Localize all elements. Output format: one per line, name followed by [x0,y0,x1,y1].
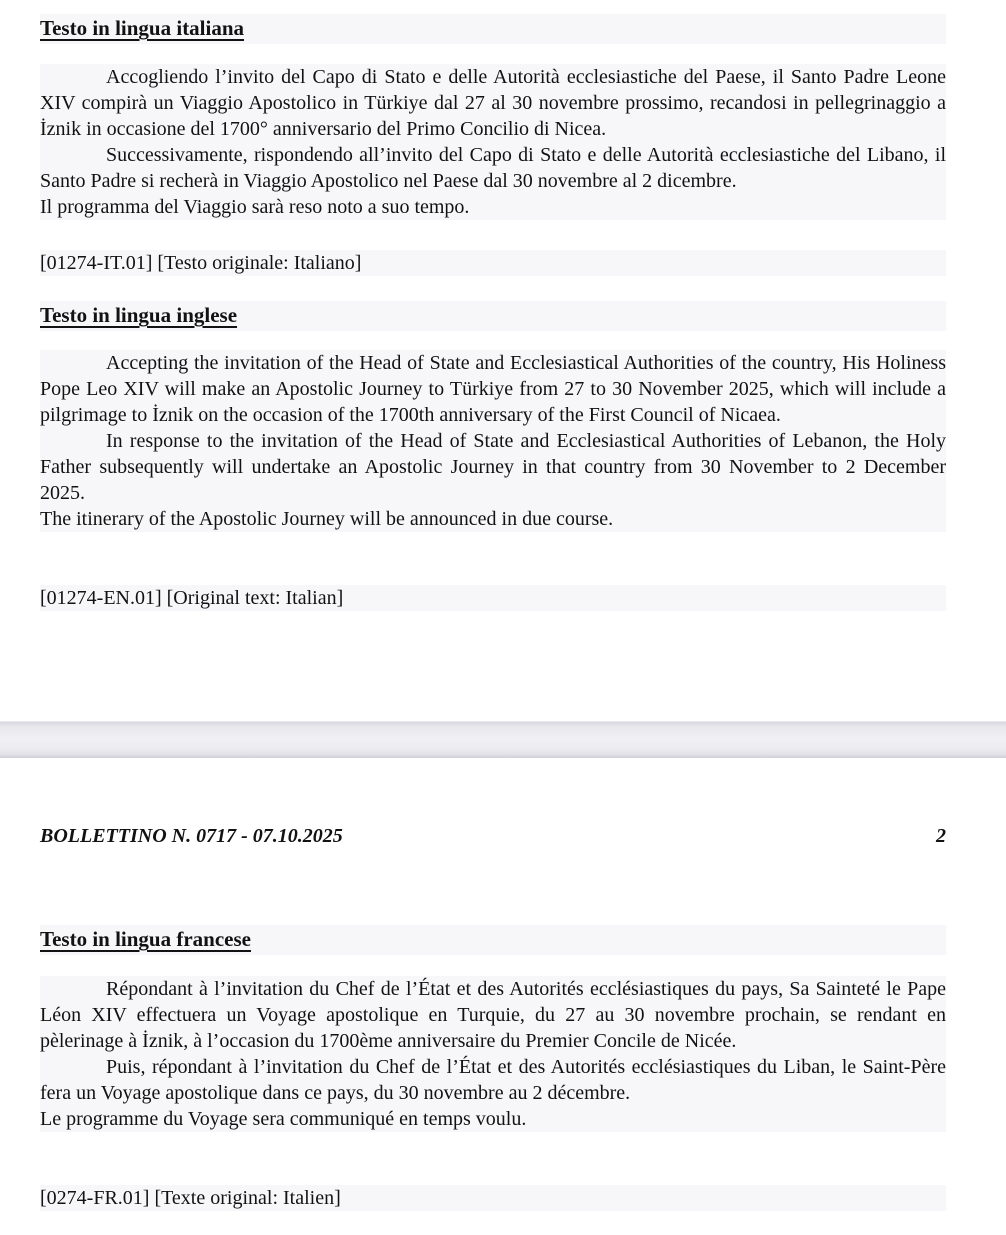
section-heading-italian-text: Testo in lingua italiana [40,16,245,40]
section-heading-italian [40,14,946,44]
running-header [40,824,946,848]
english-paragraph-3: The itinerary of the Apostolic Journey will be announced in due course. [40,508,614,530]
section-heading-english-text: Testo in lingua inglese [40,303,238,327]
english-paragraph-1: Accepting the invitation of the Head of State and Ecclesiastical Authorities of the country, His Holiness Pope Leo XIV will make an Apostolic Journey to Türkiye from 27 to 30 November 2025, which will include a pilgrimage to İznik on the occasion of the 1700th anniversary of the First Council of Nicaea. [40,352,946,426]
english-paragraphs [40,350,946,532]
french-paragraph-3: Le programme du Voyage sera communiqué en temps voulu. [40,1108,527,1130]
bulletin-title: BOLLETTINO N. 0717 - 07.10.2025 [40,825,343,847]
section-heading-english [40,301,946,331]
reference-line-italian: [01274-IT.01] [Testo originale: Italiano] [40,250,946,276]
page-number: 2 [936,825,946,847]
italian-paragraphs [40,64,946,220]
reference-line-english: [01274-EN.01] [Original text: Italian] [40,585,946,611]
section-heading-french [40,925,946,955]
italian-paragraph-2: Successivamente, rispondendo all’invito del Capo di Stato e delle Autorità ecclesiastiche del Libano, il Santo Padre si recherà in Viaggio Apostolico nel Paese dal 30 novembre al 2 dicembre. [40,144,946,192]
french-paragraphs [40,976,946,1132]
italian-paragraph-3: Il programma del Viaggio sarà reso noto a suo tempo. [40,196,470,218]
italian-paragraph-1: Accogliendo l’invito del Capo di Stato e delle Autorità ecclesiastiche del Paese, il Santo Padre Leone XIV compirà un Viaggio Apostolico in Türkiye dal 27 al 30 novembre prossimo, recandosi in pellegrinaggio a İznik in occasione del 1700° anniversario del Primo Concilio di Nicea. [40,66,946,140]
french-paragraph-1: Répondant à l’invitation du Chef de l’État et des Autorités ecclésiastiques du pays, Sa Sainteté le Pape Léon XIV effectuera un Voyage apostolique en Turquie, du 27 au 30 novembre prochain, se rendant en pèlerinage à İznik, à l’occasion du 1700ème anniversaire du Premier Concile de Nicée. [40,978,946,1052]
reference-line-french: [0274-FR.01] [Texte original: Italien] [40,1185,946,1211]
page-gap-separator [0,721,1006,758]
french-paragraph-2: Puis, répondant à l’invitation du Chef de l’État et des Autorités ecclésiastiques du Liban, le Saint-Père fera un Voyage apostolique dans ce pays, du 30 novembre au 2 décembre. [40,1056,946,1104]
section-heading-french-text: Testo in lingua francese [40,927,251,951]
english-paragraph-2: In response to the invitation of the Head of State and Ecclesiastical Authorities of Lebanon, the Holy Father subsequently will undertake an Apostolic Journey in that country from 30 November to 2 December 2025. [40,430,946,504]
